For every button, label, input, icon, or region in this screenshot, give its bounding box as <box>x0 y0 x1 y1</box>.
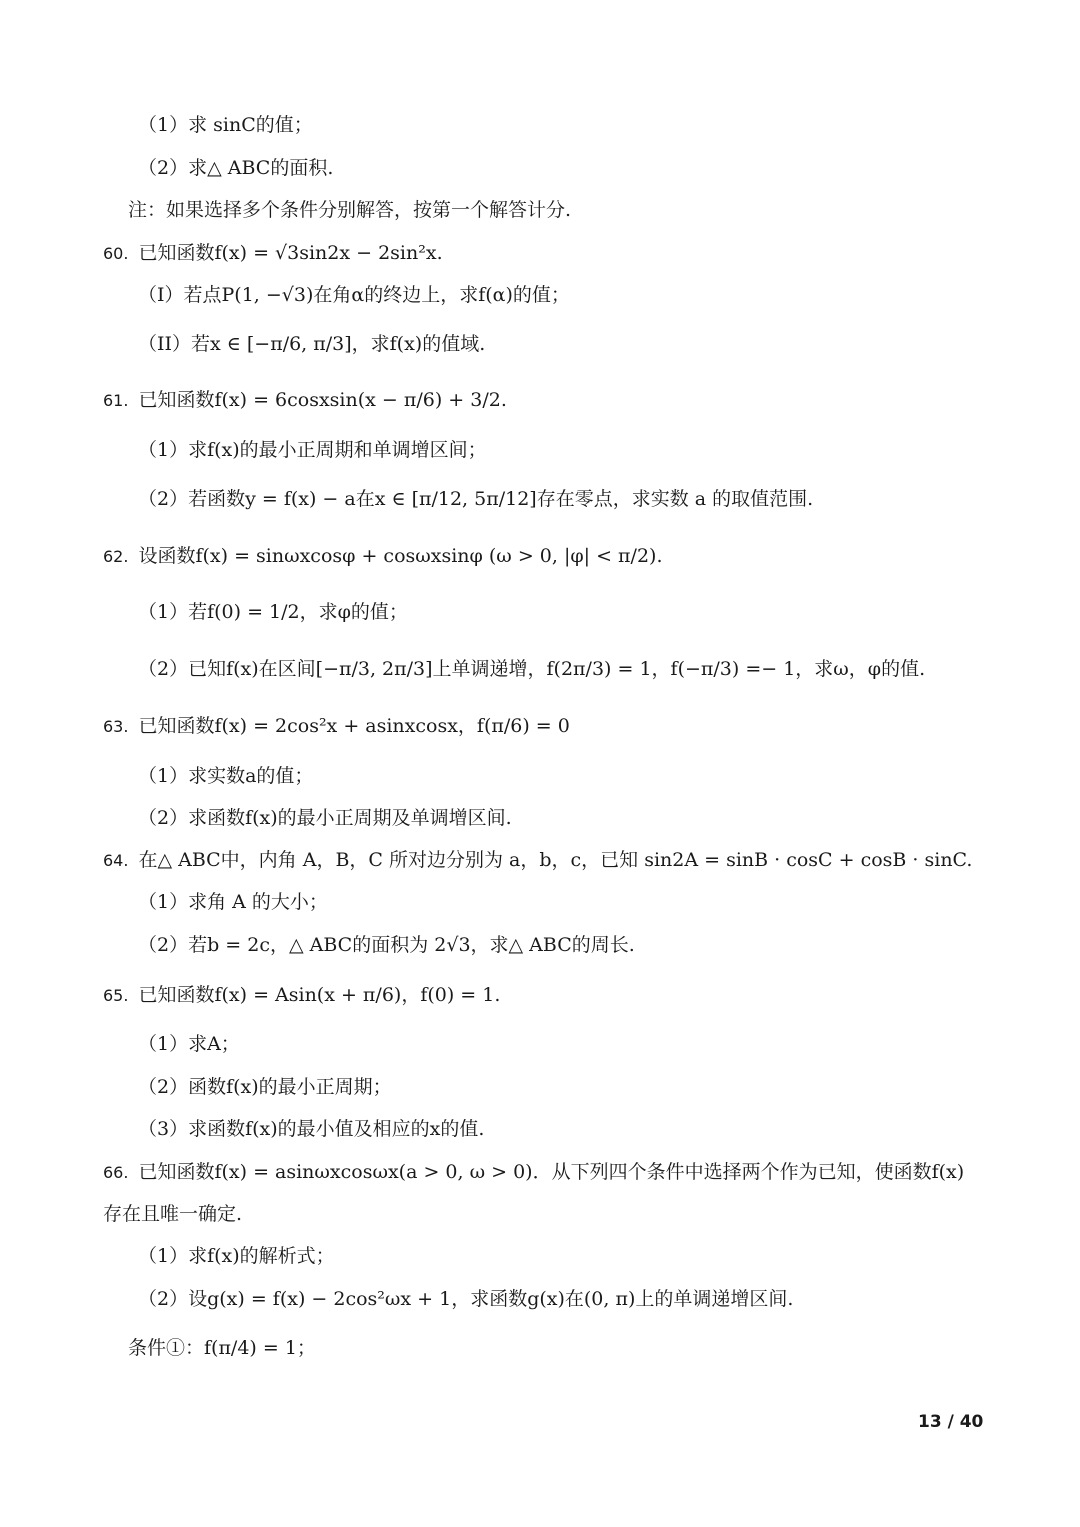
question-number: 65. <box>103 986 129 1005</box>
text-line: （2）若b = 2c，△ ABC的面积为 2√3，求△ ABC的周长. <box>138 934 635 956</box>
text-line: （2）设g(x) = f(x) − 2cos²ωx + 1，求函数g(x)在(0, π)上的单调递增区间. <box>138 1288 794 1310</box>
question-number: 64. <box>103 851 129 870</box>
page-number: 13 / 40 <box>918 1412 984 1432</box>
question-64 <box>103 847 972 874</box>
text-line: （1）求f(x)的最小正周期和单调增区间； <box>138 439 487 461</box>
question-66 <box>103 1159 964 1186</box>
question-text: 在△ ABC中，内角 A，B，C 所对边分别为 a，b，c，已知 sin2A = sinB · cosC + cosB · sinC. <box>138 849 973 871</box>
text-line: （1）求角 A 的大小； <box>138 891 328 913</box>
question-number: 66. <box>103 1163 129 1182</box>
question-text: 已知函数f(x) = 6cosxsin(x − π/6) + 3/2. <box>138 389 507 411</box>
text-line: （2）函数f(x)的最小正周期； <box>138 1076 392 1098</box>
text-line: （1）求f(x)的解析式； <box>138 1245 335 1267</box>
question-61 <box>103 387 507 414</box>
question-text: 已知函数f(x) = √3sin2x − 2sin²x. <box>138 242 443 264</box>
text-line: （II）若x ∈ [−π/6, π/3]，求f(x)的值域. <box>138 333 486 355</box>
question-60 <box>103 240 443 267</box>
question-number: 63. <box>103 717 129 736</box>
question-number: 60. <box>103 244 129 263</box>
question-text: 已知函数f(x) = Asin(x + π/6)，f(0) = 1. <box>138 984 501 1006</box>
question-65 <box>103 982 500 1009</box>
question-text: 设函数f(x) = sinωxcosφ + cosωxsinφ (ω > 0, |φ| < π/2). <box>138 545 663 567</box>
text-line: （2）若函数y = f(x) − a在x ∈ [π/12, 5π/12]存在零点，求实数 a 的取值范围. <box>138 488 814 510</box>
text-line: （3）求函数f(x)的最小值及相应的x的值. <box>138 1118 485 1140</box>
text-line: 存在且唯一确定. <box>103 1203 243 1225</box>
question-63 <box>103 713 570 740</box>
text-line: 条件①：f(π/4) = 1； <box>128 1337 316 1359</box>
text-line: （2）已知f(x)在区间[−π/3, 2π/3]上单调递增，f(2π/3) = 1，f(−π/3) =− 1，求ω，φ的值. <box>138 658 926 680</box>
text-line: （I）若点P(1, −√3)在角α的终边上，求f(α)的值； <box>138 284 570 306</box>
text-line: （1）若f(0) = 1/2，求φ的值； <box>138 601 408 623</box>
question-text: 已知函数f(x) = asinωxcosωx(a > 0, ω > 0)．从下列四个条件中选择两个作为已知，使函数f(x) <box>138 1161 965 1183</box>
question-number: 61. <box>103 391 129 410</box>
text-line: （2）求△ ABC的面积. <box>138 157 334 179</box>
question-text: 已知函数f(x) = 2cos²x + asinxcosx，f(π/6) = 0 <box>138 715 570 737</box>
question-number: 62. <box>103 547 129 566</box>
text-line: （2）求函数f(x)的最小正周期及单调增区间. <box>138 807 512 829</box>
question-62 <box>103 543 662 570</box>
text-line: （1）求A； <box>138 1033 240 1055</box>
text-line: （1）求 sinC的值； <box>138 114 313 136</box>
text-line: 注：如果选择多个条件分别解答，按第一个解答计分. <box>128 199 572 221</box>
text-line: （1）求实数a的值； <box>138 765 314 787</box>
